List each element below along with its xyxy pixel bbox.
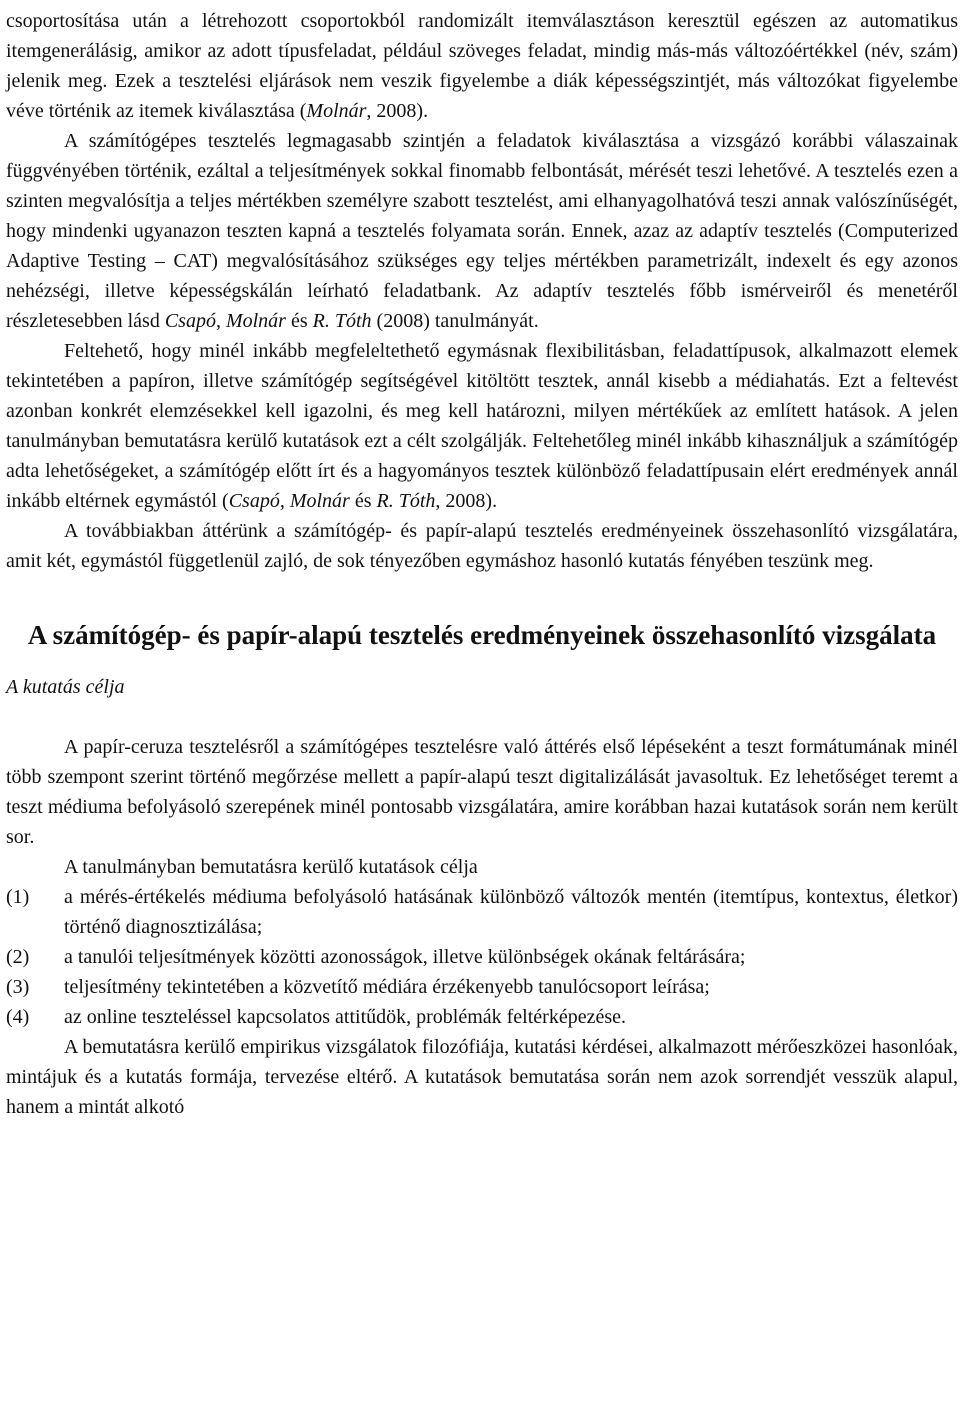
paragraph-4: A továbbiakban áttérünk a számítógép- és papír-alapú tesztelés eredményeinek összehasonlító vizsgálatára, amit két, egymástól függetlenül zajló, de sok tényezőben egymáshoz hasonló kutatás fényében teszünk meg. [6, 520, 958, 572]
paragraph-3: Feltehető, hogy minél inkább megfeleltethető egymásnak flexibilitásban, feladattípusok, alkalmazott elemek tekintetében a papíron, illetve számítógép segítségével kitöltött tesztek, annál kisebb a médiahatás. Ezt a feltevést azonban konkrét elemzésekkel kell igazolni, és meg kell határozni, milyen mértékűek az említett hatások. A jelen tanulmányban bemutatásra kerülő kutatások ezt a célt szolgálják. Feltehetőleg minél inkább kihasználjuk a számítógép adta lehetőségeket, a számítógép előtt írt és a hagyományos tesztek különböző feladattípusain elért eredmények annál inkább eltérnek egymástól (Csapó, Molnár és R. Tóth, 2008). [6, 340, 958, 512]
paragraph-aim: A papír-ceruza tesztelésről a számítógépes tesztelésre való áttérés első lépéseként a teszt formátumának minél több szempont szerint történő megőrzése mellett a papír-alapú teszt digitalizálását javasoltuk. Ez lehetőséget teremt a teszt médiuma befolyásoló szerepének minél pontosabb vizsgálatára, amire korábban hazai kutatások során nem került sor. [6, 736, 958, 848]
list-item [6, 972, 958, 1002]
list-item [6, 882, 958, 942]
list-item [6, 942, 958, 972]
list-item-text: a mérés-értékelés médiuma befolyásoló hatásának különböző változók mentén (itemtípus, kontextus, életkor) történő diagnosztizálása; [64, 886, 958, 938]
paragraph-last: A bemutatásra kerülő empirikus vizsgálatok filozófiája, kutatási kérdései, alkalmazott mérőeszközei hasonlóak, mintájuk és a kutatás formája, tervezése eltérő. A kutatások bemutatása során nem azok sorrendjét vesszük alapul, hanem a mintát alkotó [6, 1036, 958, 1118]
document-page [6, 6, 958, 1122]
paragraph-1: csoportosítása után a létrehozott csoportokból randomizált itemválasztáson keresztül egészen az automatikus itemgenerálásig, amikor az adott típusfeladat, például szöveges feladat, mindig más-más változóértékkel (név, szám) jelenik meg. Ezek a tesztelési eljárások nem veszik figyelembe a diák képességszintjét, más változókat figyelembe véve történik az itemek kiválasztása (Molnár, 2008). [6, 10, 958, 122]
section-heading: A számítógép- és papír-alapú tesztelés eredményeinek összehasonlító vizsgálata [27, 620, 937, 650]
list-item-text: az online teszteléssel kapcsolatos attitűdök, problémák feltérképezése. [64, 1006, 627, 1028]
list-item-number: (3) [6, 976, 30, 998]
list-item-text: teljesítmény tekintetében a közvetítő médiára érzékenyebb tanulócsoport leírása; [64, 976, 710, 998]
list-item-number: (1) [6, 886, 30, 908]
list-item [6, 1002, 958, 1032]
list-item-text: a tanulói teljesítmények közötti azonosságok, illetve különbségek okának feltárására; [64, 946, 746, 968]
list-item-number: (2) [6, 946, 30, 968]
list-intro: A tanulmányban bemutatásra kerülő kutatások célja [64, 856, 478, 878]
paragraph-2: A számítógépes tesztelés legmagasabb szintjén a feladatok kiválasztása a vizsgázó korábbi válaszainak függvényében történik, ezáltal a teljesítmények sokkal finomabb felbontását, mérését teszi lehetővé. A tesztelés ezen a szinten megvalósítja a teljes mértékben személyre szabott tesztelést, ami elhanyagolhatóvá teszi annak valószínűségét, hogy mindenki ugyanazon teszten kapná a tesztelés folyamata során. Ennek, azaz az adaptív tesztelés (Computerized Adaptive Testing – CAT) megvalósításához szükséges egy teljes mértékben parametrizált, indexelt és egy azonos nehézségi, illetve képességskálán leírható feladatbank. Az adaptív tesztelés főbb ismérveiről és menetéről részletesebben lásd Csapó, Molnár és R. Tóth (2008) tanulmányát. [6, 130, 958, 332]
aims-list [6, 882, 958, 1032]
subsection-heading: A kutatás célja [6, 676, 125, 698]
list-item-number: (4) [6, 1006, 30, 1028]
